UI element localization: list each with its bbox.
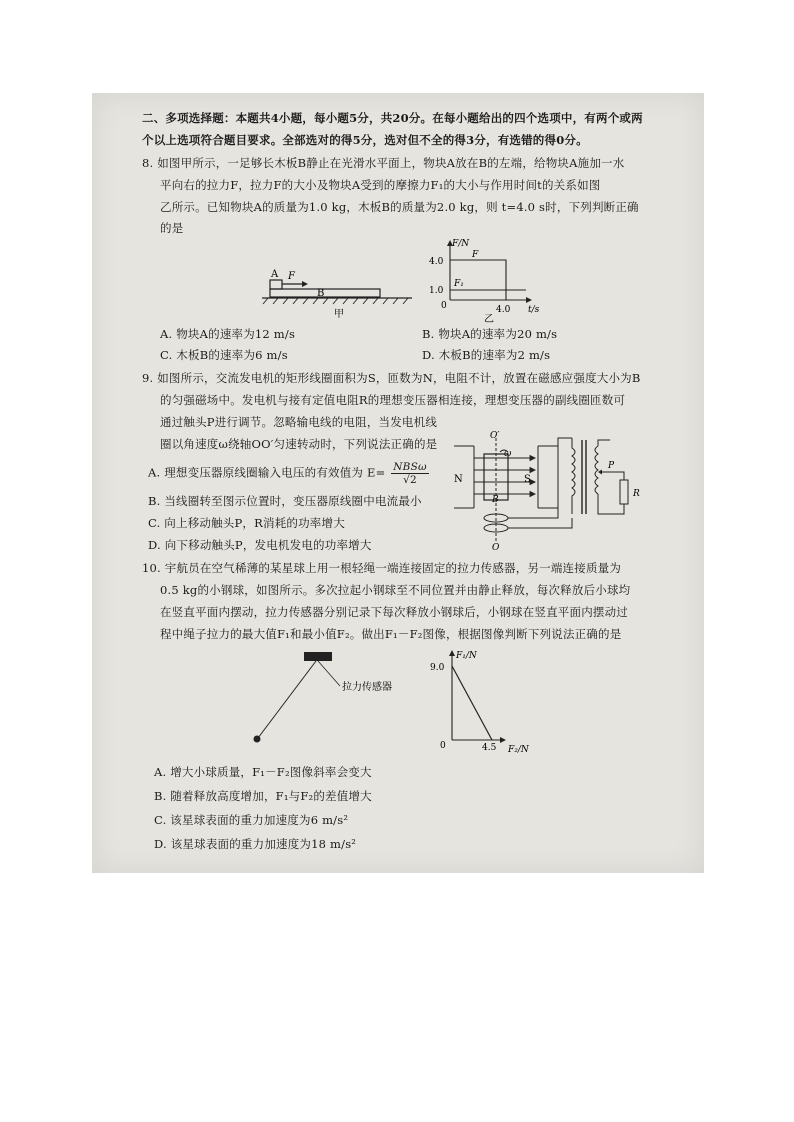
q8-line4: 的是 [160, 221, 184, 235]
q10-steel-ball [254, 736, 261, 743]
q8-yi-x-tick: 4.0 [496, 305, 511, 315]
q8-option-C: C. 木板B的速率为6 m/s [160, 348, 288, 362]
q8-option-A: A. 物块A的速率为12 m/s [160, 327, 296, 341]
q8-yi-caption: 乙 [484, 314, 494, 324]
q9-line1: 9. 如图所示，交流发电机的矩形线圈面积为S，匝数为N，电阻不计，放置在磁感应强度大小为B [142, 371, 641, 385]
q8-yi-x-axis: t/s [528, 305, 540, 315]
q9-fig-omega: ω [504, 449, 512, 459]
q8-yi-line-F: F [472, 250, 479, 260]
q8-line3: 乙所示。已知物块A的质量为1.0 kg，木板B的质量为2.0 kg，则 t=4.0 s时，下列判断正确 [160, 200, 639, 214]
section-header-line1: 二、多项选择题：本题共4小题，每小题5分，共20分。在每小题给出的四个选项中，有两个或两 [142, 111, 643, 125]
q10-option-D: D. 该星球表面的重力加速度为18 m/s² [154, 837, 357, 851]
q9-option-C: C. 向上移动触头P，R消耗的功率增大 [148, 516, 345, 530]
q9-option-A-denominator: √2 [403, 474, 417, 486]
q9-fig-O-top: O′ [490, 431, 500, 441]
q9-fig-O-bottom: O [492, 543, 500, 552]
q8-figure-jia [262, 258, 427, 320]
q9-fig-S: S [524, 474, 531, 485]
q8-option-D: D. 木板B的速率为2 m/s [422, 348, 551, 362]
q8-jia-label-F: F [288, 271, 295, 282]
q10-graph-y-tick: 9.0 [430, 663, 445, 673]
q8-jia-label-A: A [271, 269, 279, 280]
q8-option-B: B. 物块A的速率为20 m/s [422, 327, 558, 341]
q9-option-A-fraction [391, 461, 428, 486]
q9-fig-P: P [608, 461, 615, 471]
q8-yi-y-tick-low: 1.0 [429, 286, 444, 296]
q10-figure-pendulum [250, 650, 430, 745]
q9-fig-B: B [492, 495, 499, 505]
q8-yi-origin: 0 [441, 301, 447, 311]
q9-line2: 的匀强磁场中。发电机与接有定值电阻R的理想变压器相连接，理想变压器的副线圈匝数可 [160, 393, 626, 407]
q9-option-B: B. 当线圈转至图示位置时，变压器原线圈中电流最小 [148, 494, 422, 508]
q10-line1: 10. 宇航员在空气稀薄的某星球上用一根轻绳一端连接固定的拉力传感器，另一端连接质量为 [142, 561, 622, 575]
q8-figure-yi [428, 238, 543, 324]
q8-yi-y-tick-high: 4.0 [429, 257, 444, 267]
q9-option-A [148, 461, 429, 486]
q8-line1: 8. 如图甲所示，一足够长木板B静止在光滑水平面上，物块A放在B的左端，给物块A施加一水 [142, 156, 625, 170]
q10-line3: 在竖直平面内摆动，拉力传感器分别记录下每次释放小钢球后，小钢球在竖直平面内摆动过 [160, 605, 628, 619]
q10-option-A: A. 增大小球质量，F₁－F₂图像斜率会变大 [154, 765, 372, 779]
q8-yi-line-F1: F₁ [454, 279, 464, 289]
q10-option-B: B. 随着释放高度增加，F₁与F₂的差值增大 [154, 789, 372, 803]
q10-figure-graph [428, 648, 538, 756]
q8-yi-y-axis: F/N [452, 239, 470, 249]
q9-option-A-prefix: A. 理想变压器原线圈输入电压的有效值为 E= [148, 465, 386, 480]
q8-jia-caption: 甲 [334, 309, 344, 320]
q10-sensor-label: 拉力传感器 [342, 682, 392, 693]
q10-option-C: C. 该星球表面的重力加速度为6 m/s² [154, 813, 349, 827]
q8-jia-label-B: B [317, 288, 325, 299]
q9-fig-N: N [454, 474, 463, 485]
q10-graph-origin: 0 [440, 741, 446, 751]
q10-sensor-block [304, 652, 332, 661]
q9-figure-generator [448, 430, 648, 552]
q9-fig-R: R [633, 489, 640, 499]
q9-option-A-numerator: NBSω [393, 461, 427, 473]
q10-graph-x-axis: F₂/N [508, 745, 529, 755]
q9-option-D: D. 向下移动触头P，发电机发电的功率增大 [148, 538, 372, 552]
q8-line2: 平向右的拉力F，拉力F的大小及物块A受到的摩擦力F₁的大小与作用时间t的关系如图 [160, 178, 601, 192]
section-header-line2: 个以上选项符合题目要求。全部选对的得5分，选对但不全的得3分，有选错的得0分。 [142, 133, 588, 147]
q10-line4: 程中绳子拉力的最大值F₁和最小值F₂。做出F₁－F₂图像，根据图像判断下列说法正确的是 [160, 627, 622, 641]
q10-graph-y-axis: F₁/N [456, 651, 477, 661]
q9-line3: 通过触头P进行调节。忽略输电线的电阻，当发电机线 [160, 415, 438, 429]
q10-line2: 0.5 kg的小钢球，如图所示。多次拉起小钢球至不同位置并由静止释放，每次释放后小球均 [160, 583, 631, 597]
q10-graph-x-tick: 4.5 [482, 743, 497, 753]
q9-line4: 圈以角速度ω绕轴OO′匀速转动时，下列说法正确的是 [160, 437, 438, 451]
